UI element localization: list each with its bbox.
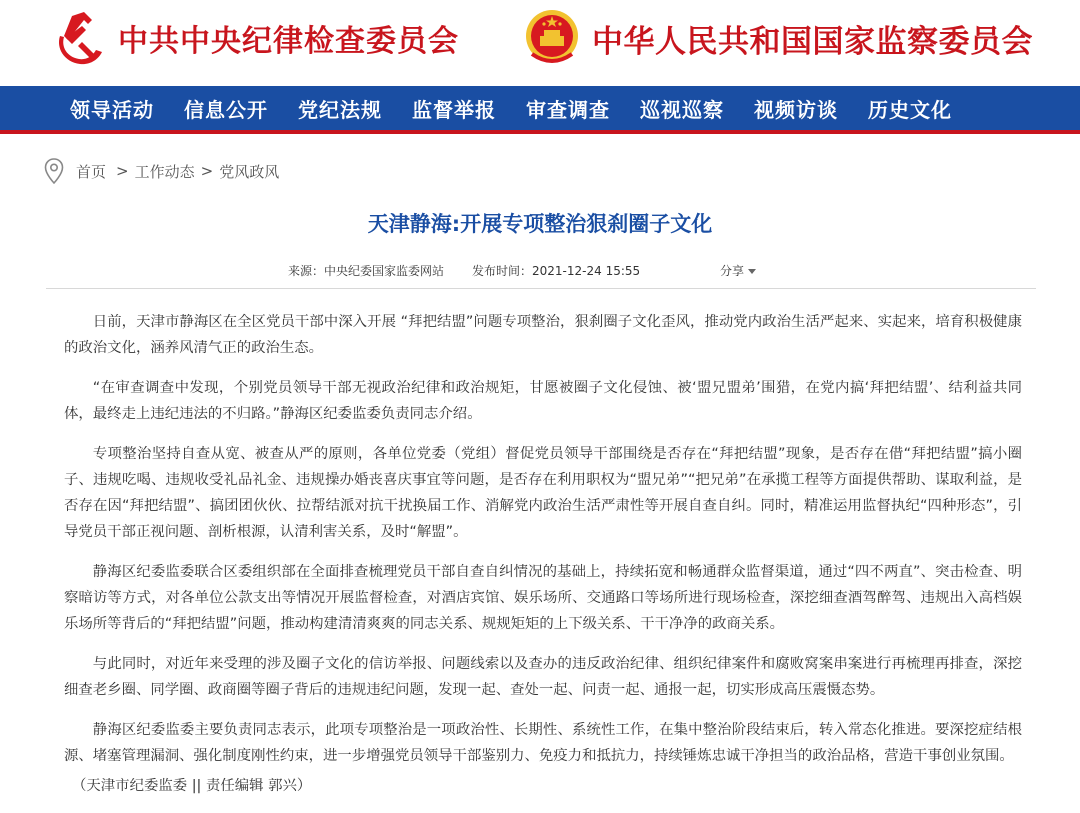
site-header bbox=[0, 0, 1080, 86]
article-body bbox=[64, 309, 1022, 813]
share-button[interactable] bbox=[720, 262, 756, 279]
nsc-brand[interactable] bbox=[520, 6, 1033, 70]
article-paragraph: “在审查调查中发现，个别党员领导干部无视政治纪律和政治规矩，甘愿被圈子文化侵蚀、被‘盟兄盟弟’围猎，在党内搞‘拜把结盟’、结利益共同体，最终走上违纪违法的不归路。”静海区纪委监委负责同志介绍。 bbox=[64, 380, 1022, 422]
article-source: 来源：中央纪委国家监委网站 bbox=[288, 264, 445, 278]
article-paragraph: 日前，天津市静海区在全区党员干部中深入开展 “拜把结盟”问题专项整治，狠刹圈子文化歪风，推动党内政治生活严起来、实起来，培育积极健康的政治文化，涵养风清气正的政治生态。 bbox=[64, 314, 1022, 356]
chevron-down-icon bbox=[748, 269, 756, 274]
article-meta bbox=[288, 262, 640, 279]
nav-item-inspection[interactable]: 巡视巡察 bbox=[640, 97, 724, 122]
nav-item-report[interactable]: 监督举报 bbox=[412, 97, 496, 122]
breadcrumb bbox=[44, 158, 279, 184]
breadcrumb-separator: > bbox=[200, 162, 214, 180]
nav-item-info[interactable]: 信息公开 bbox=[184, 97, 268, 122]
ccdi-title: 中共中央纪律检查委员会 bbox=[118, 24, 459, 59]
main-nav bbox=[0, 86, 1080, 134]
nav-item-video[interactable]: 视频访谈 bbox=[754, 97, 838, 122]
ccdi-brand[interactable] bbox=[46, 6, 459, 70]
article-title: 天津静海:开展专项整治狠刹圈子文化 bbox=[367, 212, 713, 236]
nav-item-regulations[interactable]: 党纪法规 bbox=[298, 97, 382, 122]
breadcrumb-work-updates[interactable]: 工作动态 bbox=[134, 162, 195, 181]
nav-item-history[interactable]: 历史文化 bbox=[868, 97, 952, 122]
article-footer-credit: （天津市纪委监委 || 责任编辑 郭兴） bbox=[72, 778, 312, 794]
article-paragraph: 与此同时，对近年来受理的涉及圈子文化的信访举报、问题线索以及查办的违反政治纪律、组织纪律案件和腐败窝案串案进行再梳理再排查，深挖细查老乡圈、同学圈、政商圈等圈子背后的违规违纪问题，发现一起、查处一起、问责一起、通报一起，切实形成高压震慑态势。 bbox=[64, 656, 1022, 698]
article-published-time: 发布时间：2021-12-24 15:55 bbox=[472, 264, 641, 278]
article-paragraph: 专项整治坚持自查从宽、被查从严的原则，各单位党委（党组）督促党员领导干部围绕是否存在“拜把结盟”现象，是否存在借“拜把结盟”搞小圈子、违规吃喝、违规收受礼品礼金、违规操办婚丧喜庆事宜等问题，是否存在利用职权为“盟兄弟”“把兄弟”在承揽工程等方面提供帮助、谋取利益，是否存在因“拜把结盟”、搞团团伙伙、拉帮结派对抗干扰换届工作、消解党内政治生活严肃性等开展自查自纠。同时，精准运用监督执纪“四种形态”，引导党员干部正视问题、剖析根源，认清利害关系，及时“解盟”。 bbox=[64, 446, 1022, 540]
divider bbox=[46, 288, 1036, 289]
share-label: 分享 bbox=[720, 264, 745, 278]
breadcrumb-home[interactable]: 首页 bbox=[76, 162, 107, 181]
nav-item-leadership[interactable]: 领导活动 bbox=[70, 97, 154, 122]
party-emblem-icon bbox=[46, 6, 110, 70]
article-paragraph: 静海区纪委监委主要负责同志表示，此项专项整治是一项政治性、长期性、系统性工作，在集中整治阶段结束后，转入常态化推进。要深挖症结根源、堵塞管理漏洞、强化制度刚性约束，进一步增强党员领导干部鉴别力、免疫力和抵抗力，持续锤炼忠诚干净担当的政治品格，营造干事创业氛围。 bbox=[64, 722, 1022, 764]
breadcrumb-separator: > bbox=[116, 162, 129, 180]
location-pin-icon bbox=[44, 158, 64, 184]
breadcrumb-style-of-conduct[interactable]: 党风政风 bbox=[219, 162, 280, 181]
nav-item-investigation[interactable]: 审查调查 bbox=[526, 97, 610, 122]
article-paragraph: 静海区纪委监委联合区委组织部在全面排查梳理党员干部自查自纠情况的基础上，持续拓宽和畅通群众监督渠道，通过“四不两直”、突击检查、明察暗访等方式，对各单位公款支出等情况开展监督检查，对酒店宾馆、娱乐场所、交通路口等场所进行现场检查，深挖细查酒驾醉驾、违规出入高档娱乐场所等背后的“拜把结盟”问题，推动构建清清爽爽的同志关系、规规矩矩的上下级关系、干干净净的政商关系。 bbox=[64, 564, 1022, 632]
national-emblem-icon bbox=[520, 6, 584, 70]
nsc-title: 中华人民共和国国家监察委员会 bbox=[592, 23, 1033, 60]
